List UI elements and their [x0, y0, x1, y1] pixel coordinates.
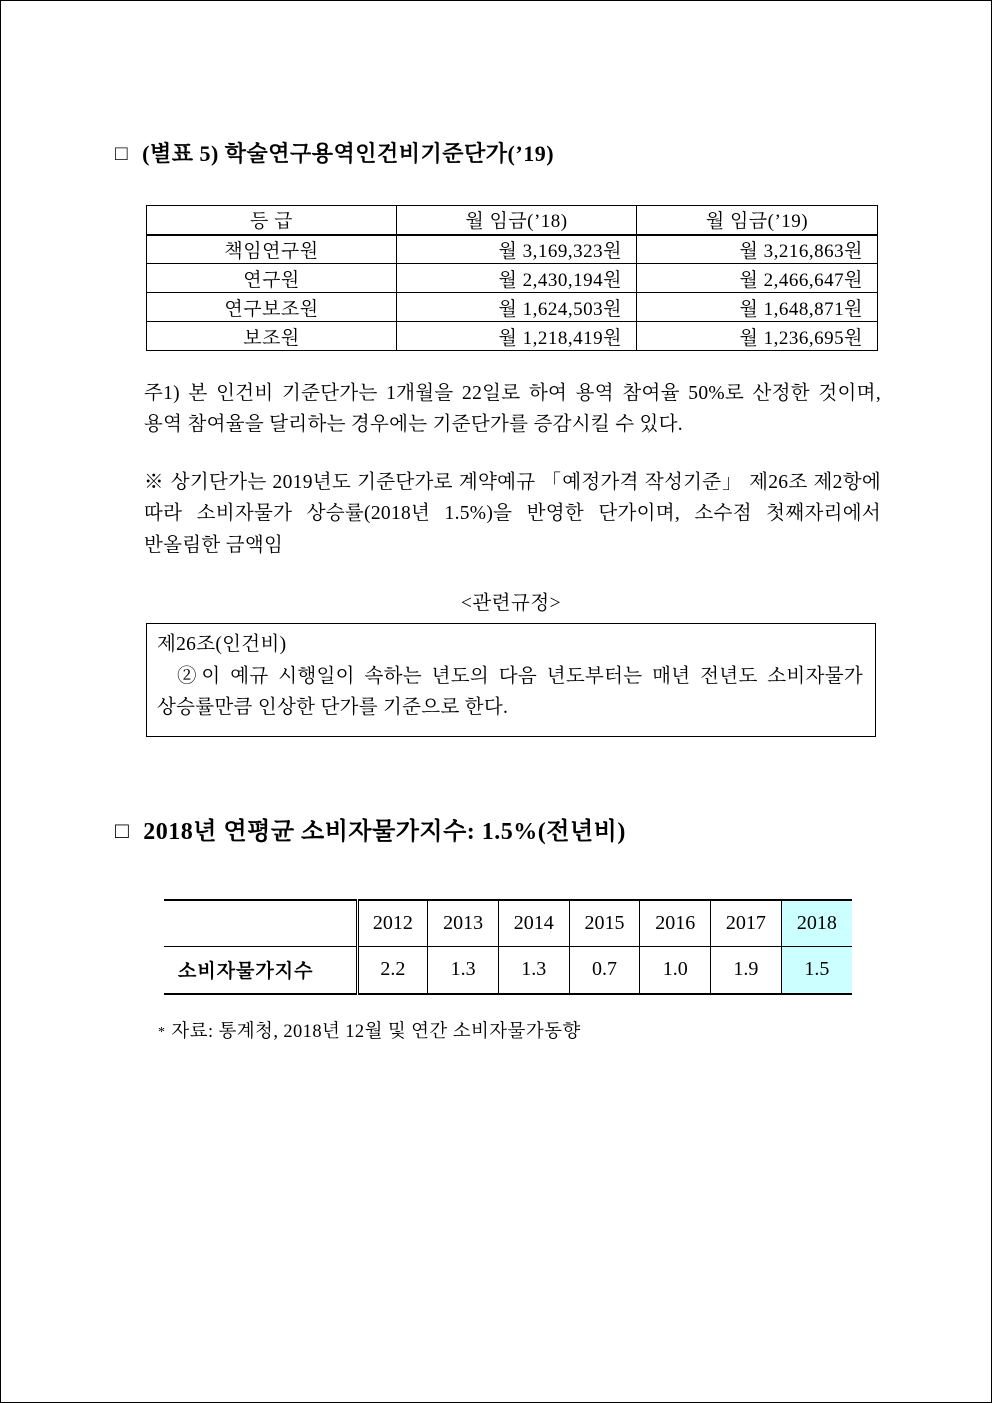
wage18-header-cell: 월 임금(’18): [397, 206, 637, 235]
source-footnote: [158, 1017, 581, 1043]
note-cpi-adjustment: ※ 상기단가는 2019년도 기준단가로 계약예규 「예정가격 작성기준」 제26조 제2항에 따라 소비자물가 상승률(2018년 1.5%)을 반영한 단가이며, 소수점 첫째자리에서 반올림한 금액임: [144, 471, 881, 556]
wage-cell: 월 2,430,194원: [397, 264, 637, 293]
section1-title: (별표 5) 학술연구용역인건비기준단가(’19): [142, 141, 555, 166]
year-header: 2016: [640, 900, 711, 946]
wage-cell: 월 1,624,503원: [397, 293, 637, 322]
checkbox-icon: □: [115, 818, 130, 843]
cpi-value-cell: 1.3: [428, 946, 499, 994]
year-header: 2012: [357, 900, 428, 946]
footnote-text: 자료: 통계청, 2018년 12월 및 연간 소비자물가동향: [171, 1022, 581, 1042]
grade-cell: 연구원: [147, 264, 397, 293]
footnote-star: *: [158, 1025, 166, 1040]
grade-cell: 보조원: [147, 322, 397, 351]
wage-cell: 월 1,236,695원: [637, 322, 878, 351]
wage-table: [146, 205, 878, 351]
grade-header-cell: 등 급: [147, 206, 397, 235]
wage-table-header-row: [147, 206, 878, 235]
year-header: 2015: [569, 900, 640, 946]
cpi-value-cell: 1.3: [498, 946, 569, 994]
table-row: [147, 322, 878, 351]
table-row: [147, 264, 878, 293]
regulation-title: 제26조(인건비): [157, 634, 287, 655]
wage-cell: 월 3,169,323원: [397, 235, 637, 264]
cpi-value-cell: 1.9: [711, 946, 782, 994]
wage-cell: 월 2,466,647원: [637, 264, 878, 293]
table-row: [147, 235, 878, 264]
wage-cell: 월 1,218,419원: [397, 322, 637, 351]
year-header-highlighted: 2018: [781, 900, 852, 946]
regulation-body: ②이 예규 시행일이 속하는 년도의 다음 년도부터는 매년 전년도 소비자물가 상승률만큼 인상한 단가를 기준으로 한다.: [157, 666, 863, 719]
cpi-empty-corner: [164, 900, 357, 946]
year-header: 2014: [498, 900, 569, 946]
cpi-value-cell: 2.2: [357, 946, 428, 994]
section2-heading: [115, 811, 626, 846]
checkbox-icon: □: [115, 141, 129, 165]
year-header: 2017: [711, 900, 782, 946]
cpi-header-row: [164, 900, 852, 946]
section2-title: 2018년 연평균 소비자물가지수: 1.5%(전년비): [143, 819, 626, 845]
cpi-value-cell: 0.7: [569, 946, 640, 994]
wage-cell: 월 1,648,871원: [637, 293, 878, 322]
wage19-header-cell: 월 임금(’19): [637, 206, 878, 235]
related-regulation-heading: <관련규정>: [460, 593, 562, 614]
cpi-value-cell-highlighted: 1.5: [781, 946, 852, 994]
wage-cell: 월 3,216,863원: [637, 235, 878, 264]
grade-cell: 연구보조원: [147, 293, 397, 322]
year-header: 2013: [428, 900, 499, 946]
note-participation: 주1) 본 인건비 기준단가는 1개월을 22일로 하여 용역 참여율 50%로 산정한 것이며, 용역 참여율을 달리하는 경우에는 기준단가를 증감시킬 수 있다.: [144, 382, 881, 436]
cpi-value-cell: 1.0: [640, 946, 711, 994]
cpi-row-label: 소비자물가지수: [164, 946, 357, 994]
table-row: [147, 293, 878, 322]
section1-heading: [115, 137, 554, 168]
regulation-box: [146, 623, 876, 737]
grade-cell: 책임연구원: [147, 235, 397, 264]
cpi-data-row: [164, 946, 852, 994]
cpi-table: [164, 899, 852, 995]
